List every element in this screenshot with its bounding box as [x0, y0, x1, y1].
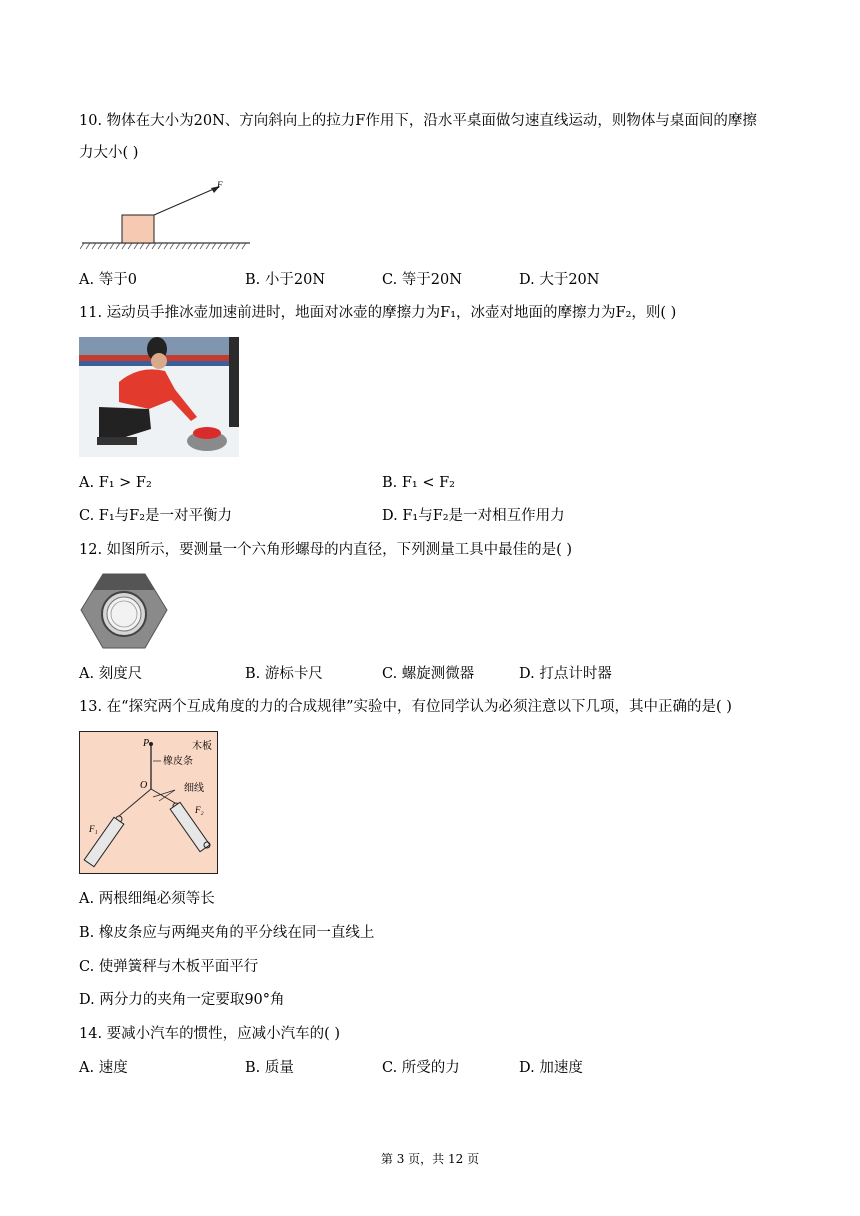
q12-option-d[interactable]: D. 打点计时器 [519, 666, 612, 682]
q12-option-a[interactable]: A. 刻度尺 [79, 666, 143, 682]
hex-nut-photo [79, 570, 169, 652]
q10-option-b[interactable]: B. 小于20N [245, 272, 326, 288]
q14-option-b[interactable]: B. 质量 [245, 1060, 294, 1076]
page-footer: 第 3 页，共 12 页 [380, 1152, 480, 1166]
q13-option-d[interactable]: D. 两分力的夹角一定要取90°角 [79, 992, 285, 1008]
q12-option-b[interactable]: B. 游标卡尺 [245, 666, 323, 682]
label-board: 木板 [192, 741, 212, 752]
curling-photo [79, 337, 239, 457]
q11-option-c[interactable]: C. F₁与F₂是一对平衡力 [79, 508, 233, 524]
q10-stem-line2: 力大小( ) [79, 145, 139, 161]
q11-stem: 11. 运动员手推冰壶加速前进时，地面对冰壶的摩擦力为F₁，冰壶对地面的摩擦力为F₂，则( ) [79, 305, 677, 321]
q14-option-a[interactable]: A. 速度 [79, 1060, 128, 1076]
q10-block-figure [80, 180, 255, 252]
q14-option-c[interactable]: C. 所受的力 [382, 1060, 460, 1076]
ground-hatching [80, 243, 250, 249]
q10-option-a[interactable]: A. 等于0 [79, 272, 137, 288]
q11-option-b[interactable]: B. F₁ < F₂ [382, 475, 455, 491]
q12-stem: 12. 如图所示，要测量一个六角形螺母的内直径，下列测量工具中最佳的是( ) [79, 542, 573, 558]
label-o: O [140, 780, 148, 791]
force-experiment-diagram [79, 731, 219, 875]
label-p: P [143, 738, 150, 749]
q10-stem-line1: 10. 物体在大小为20N、方向斜向上的拉力F作用下，沿水平桌面做匀速直线运动，则物体与桌面间的摩擦 [79, 113, 757, 129]
q13-stem: 13. 在“探究两个互成角度的力的合成规律”实验中，有位同学认为必须注意以下几项，其中正确的是( ) [79, 699, 732, 715]
q10-option-d[interactable]: D. 大于20N [519, 272, 600, 288]
q10-option-c[interactable]: C. 等于20N [382, 272, 462, 288]
block [122, 215, 154, 243]
label-f1: F₁ [89, 824, 98, 834]
label-f2: F₂ [195, 805, 204, 815]
q11-option-d[interactable]: D. F₁与F₂是一对相互作用力 [382, 508, 565, 524]
force-label: F [217, 180, 223, 190]
q11-option-a[interactable]: A. F₁ > F₂ [79, 475, 152, 491]
q14-stem: 14. 要减小汽车的惯性，应减小汽车的( ) [79, 1026, 341, 1042]
force-arrow [154, 188, 216, 215]
label-thread: 细线 [184, 783, 204, 794]
label-rubber: 橡皮条 [163, 756, 193, 767]
q13-option-c[interactable]: C. 使弹簧秤与木板平面平行 [79, 959, 259, 975]
q14-option-d[interactable]: D. 加速度 [519, 1060, 583, 1076]
q13-option-a[interactable]: A. 两根细绳必须等长 [79, 891, 215, 907]
q13-option-b[interactable]: B. 橡皮条应与两绳夹角的平分线在同一直线上 [79, 925, 375, 941]
q12-option-c[interactable]: C. 螺旋测微器 [382, 666, 475, 682]
